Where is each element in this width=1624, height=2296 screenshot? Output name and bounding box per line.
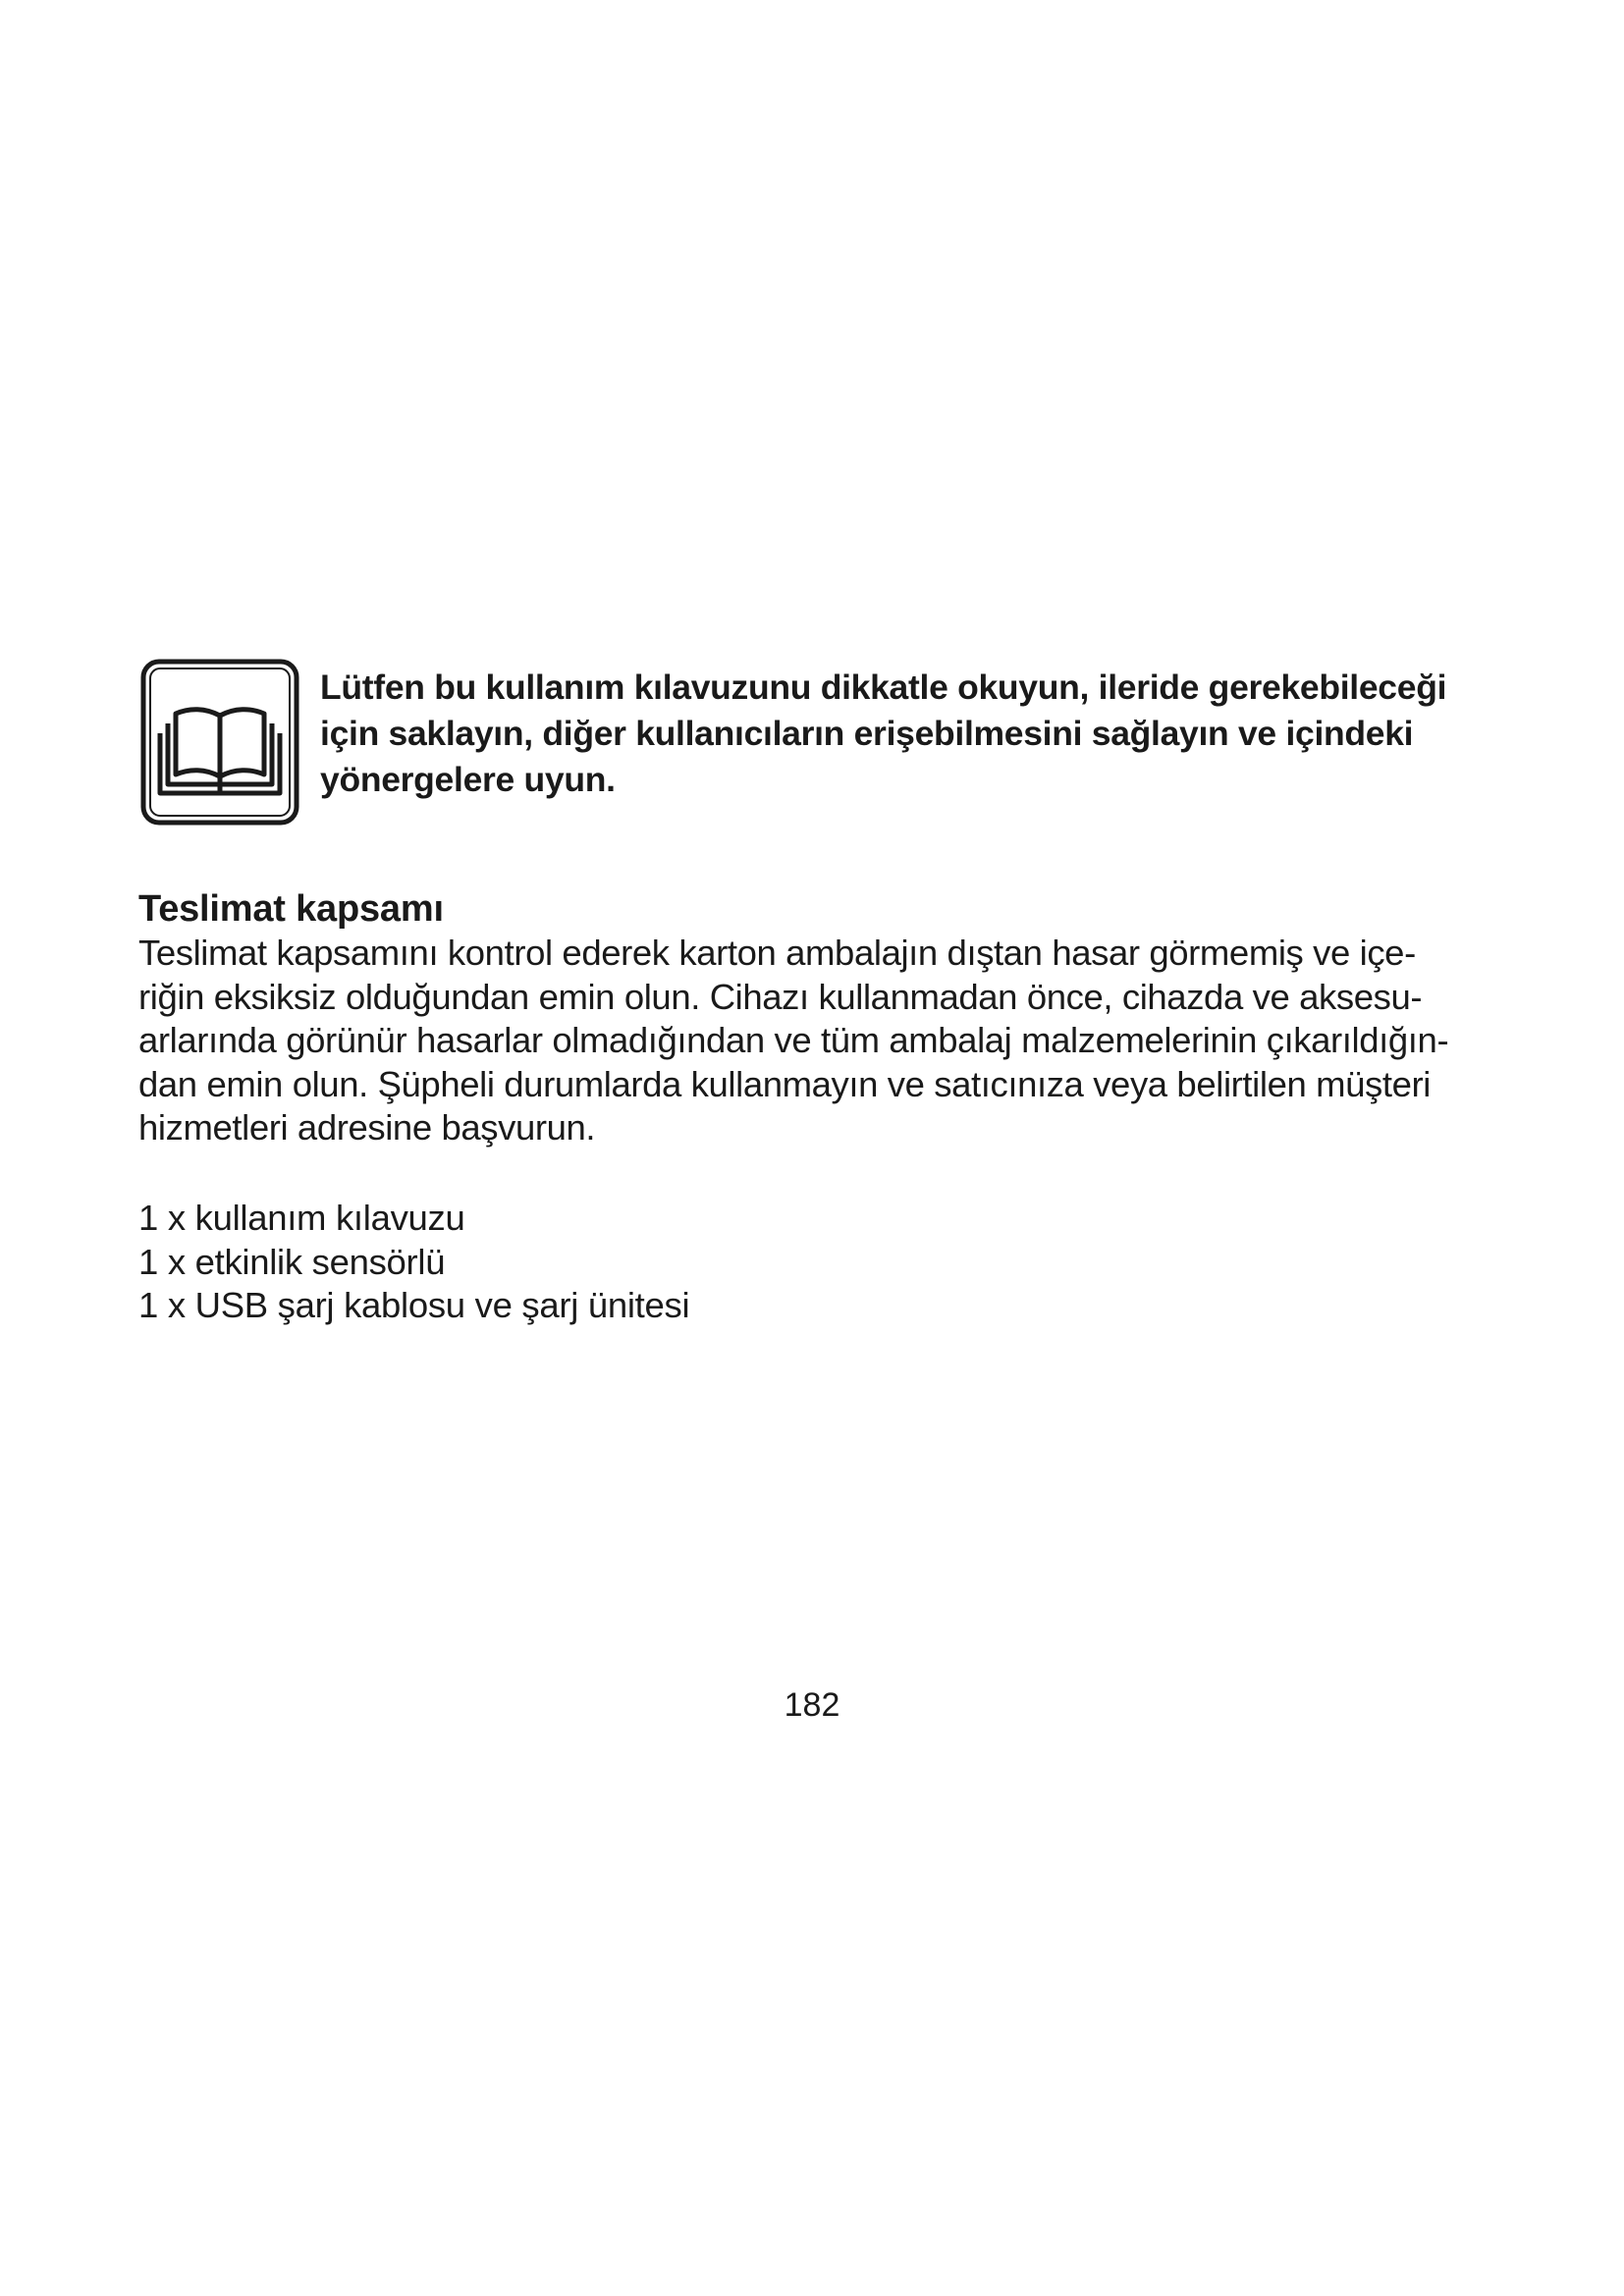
notice-line: için saklayın, diğer kullanıcıların erişebilmesini sağlayın ve içindeki xyxy=(320,714,1414,753)
body-line: dan emin olun. Şüpheli durumlarda kullanmayın ve satıcınıza veya belirtilen müşteri xyxy=(138,1063,1431,1104)
page-number: 182 xyxy=(784,1686,840,1724)
list-item: 1 x USB şarj kablosu ve şarj ünitesi xyxy=(138,1285,690,1325)
notice-line: Lütfen bu kullanım kılavuzunu dikkatle okuyun, ileride gerekebileceği xyxy=(320,667,1447,707)
notice-line: yönergelere uyun. xyxy=(320,760,616,799)
body-line: riğin eksiksiz olduğundan emin olun. Cihazı kullanmadan önce, cihazda ve aksesu- xyxy=(138,976,1423,1017)
body-line: Teslimat kapsamını kontrol ederek karton ambalajın dıştan hasar görmemiş ve içe- xyxy=(138,933,1416,973)
list-item: 1 x kullanım kılavuzu xyxy=(138,1198,465,1238)
delivery-scope-section xyxy=(138,886,1503,1150)
book-icon xyxy=(140,659,299,826)
reading-notice xyxy=(140,659,1495,826)
body-line: arlarında görünür hasarlar olmadığından ve tüm ambalaj malzemelerinin çıkarıldığın- xyxy=(138,1020,1449,1060)
list-item: 1 x etkinlik sensörlü xyxy=(138,1241,446,1282)
package-contents-list xyxy=(138,1197,689,1328)
section-title: Teslimat kapsamı xyxy=(138,888,444,930)
section-body xyxy=(138,932,1503,1150)
notice-text xyxy=(320,665,1498,803)
body-line: hizmetleri adresine başvurun. xyxy=(138,1107,596,1148)
